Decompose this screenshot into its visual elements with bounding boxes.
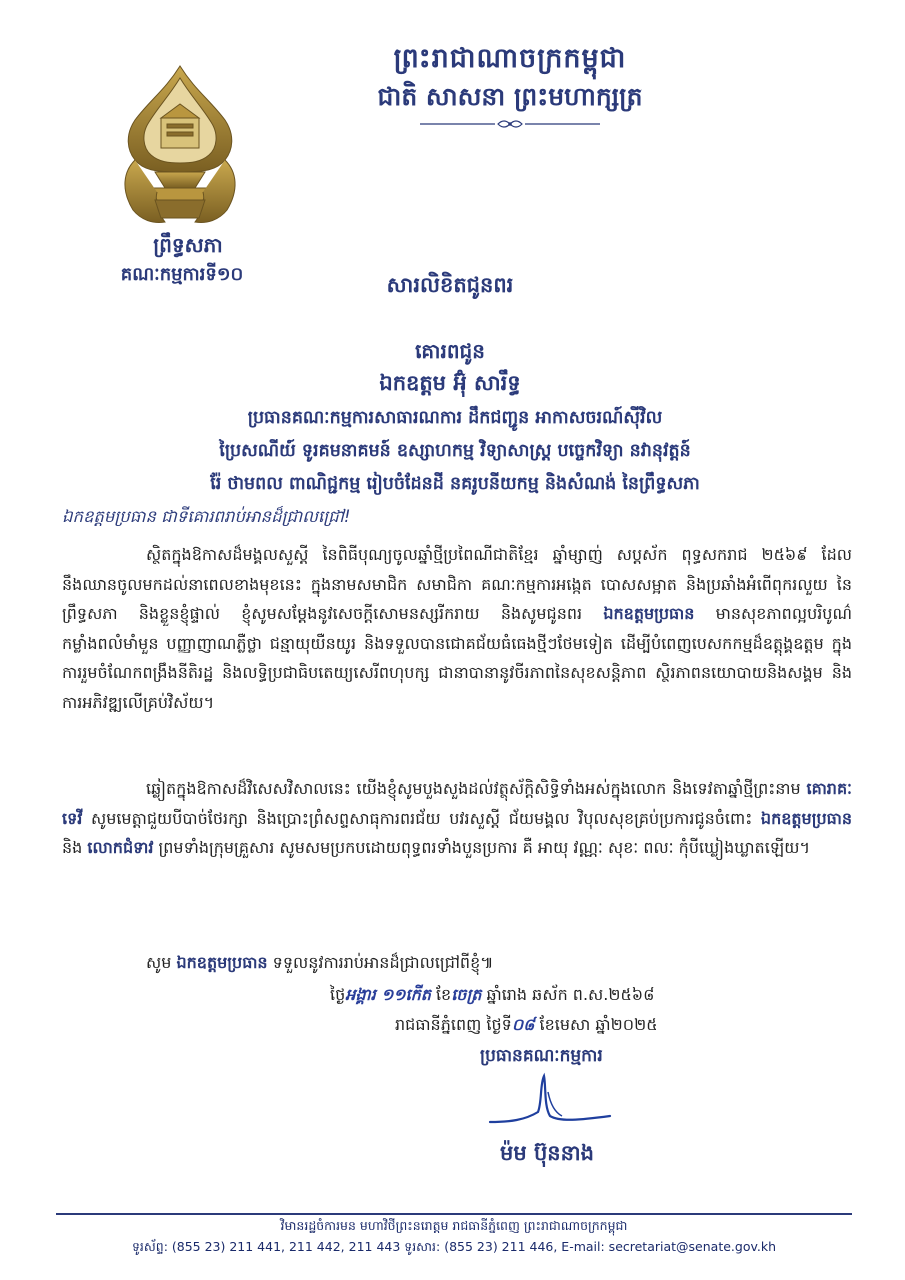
recipient-role-line: រ៉ែ ថាមពល ពាណិជ្ជកម្ម រៀបចំដែនដី នគរូបនីយកម្ម និងសំណង់ នៃព្រឹទ្ធសភា	[210, 474, 700, 494]
solar-date	[395, 1014, 855, 1038]
body-paragraph-1	[62, 540, 852, 717]
signer-name: ម៉ម ប៊ុននាង	[500, 1141, 594, 1165]
recipient-role-line: ប្រធានគណៈកម្មការសាធារណការ ដឹកជញ្ជូន អាកាសចរណ៍ស៊ីវិល	[247, 408, 663, 428]
text-run: ខែមេសា ឆ្នាំ២០២៥	[534, 1015, 658, 1034]
lunar-date	[330, 984, 850, 1008]
kingdom-heading: ព្រះរាជាណាចក្រកម្ពុជា	[393, 43, 627, 74]
text-run: មានសុខភាពល្អបរិបូណ៌ កម្លាំងពលំមាំមួន បញ្ញាញាណភ្លឺថ្លា ជន្មាយុយឺនយូរ និងទទួលបានជោគជ័យធំធេងថ្មីៗថែមទៀត ដើម្បីបំពេញបេសកកម្មដ៏ឧត្តុង្គឧត្តម ក្នុងការរួមចំណែកពង្រឹងនីតិរដ្ឋ និងលទ្ធិប្រជាធិបតេយ្យសេរីពហុបក្ស ជានាបានានូវចីរភាពនៃសុខសន្តិភាព ស្ថិរភាពនយោបាយនិងសង្គម និងការអភិវឌ្ឍលើគ្រប់វិស័យ។	[62, 604, 852, 712]
recipient-role-line: ប្រៃសណីយ៍ ទូរគមនាគមន៍ ឧស្សាហកម្ម វិទ្យាសាស្ត្រ បច្ចេកវិទ្យា នវានុវត្តន៍	[219, 441, 691, 461]
recipient-to-label: គោរពជូន	[415, 339, 485, 363]
text-run-bold: លោកជំទាវ	[87, 838, 154, 857]
text-run-bold: ឯកឧត្តមប្រធាន	[176, 953, 268, 972]
text-run: សូមមេត្តាជួយបីបាច់ថែរក្សា និងប្រោះព្រំសព្ទសាធុការពរជ័យ បវរសួស្តី ជ័យមង្គល វិបុលសុខគ្រប់ប្រការជូនចំពោះ	[82, 808, 761, 828]
handwritten-text: ០៨	[511, 1015, 535, 1034]
recipient-name: ឯកឧត្តម អ៊ុំ សារឹទ្ធ	[379, 371, 521, 395]
footer-divider	[56, 1213, 852, 1215]
handwritten-text: ចេត្រ	[451, 985, 482, 1004]
ornament-divider-icon	[410, 117, 610, 131]
text-run-bold: ឯកឧត្តមប្រធាន	[760, 808, 852, 828]
senate-emblem-icon	[95, 60, 265, 230]
sender-institution: ព្រឹទ្ធសភា	[153, 233, 223, 257]
footer-address: វិមានរដ្ឋចំការមន មហាវិថីព្រះនរោត្តម រាជធានីភ្នំពេញ ព្រះរាជាណាចក្រកម្ពុជា	[280, 1218, 628, 1233]
recipient-role	[95, 402, 815, 501]
text-run: សូម	[146, 953, 177, 972]
text-run: ឆ្លៀតក្នុងឱកាសដ៏វិសេសវិសាលនេះ យើងខ្ញុំសូមបួងសួងដល់វត្ថុស័ក្តិសិទ្ធិទាំងអស់ក្នុងលោក និងទេវតាឆ្នាំថ្មីព្រះនាម	[146, 779, 807, 798]
national-motto: ជាតិ សាសនា ព្រះមហាក្សត្រ	[377, 82, 643, 111]
text-run: និង	[62, 838, 88, 857]
text-run-bold: ឯកឧត្តមប្រធាន	[603, 604, 695, 623]
text-run: ថ្ងៃ	[330, 985, 346, 1004]
text-run: ព្រមទាំងក្រុមគ្រួសារ សូមសមប្រកបដោយពុទ្ធពរទាំងបួនប្រការ គឺ អាយុ វណ្ណៈ សុខៈ ពលៈ កុំបីឃ្លៀងឃ្លាតឡើយ។	[153, 838, 811, 857]
salutation: ឯកឧត្តមប្រធាន ជាទីគោរពរាប់អានដ៏ជ្រាលជ្រៅ!	[62, 507, 351, 526]
body-paragraph-2	[62, 774, 852, 863]
footer-contact: ទូរស័ព្ទ: (855 23) 211 441, 211 442, 211 443 ទូរសារ: (855 23) 211 446, E-mail: secretariat@senate.gov.kh	[131, 1239, 777, 1254]
text-run: ស្ថិតក្នុងឱកាសដ៏មង្គលសួស្តី នៃពិធីបុណ្យចូលឆ្នាំថ្មីប្រពៃណីជាតិខ្មែរ ឆ្នាំម្សាញ់ សប្តស័ក ពុទ្ធសករាជ ២៥៦៩ ដែលនឹងឈានចូលមកដល់នាពេលខាងមុខនេះ ក្នុងនាមសមាជិក សមាជិកា គណៈកម្មការអង្កេត បោសសម្អាត និងប្រឆាំងអំពើពុករលួយ នៃព្រឹទ្ធសភា និងខ្លួនខ្ញុំផ្ទាល់ ខ្ញុំសូមសម្តែងនូវសេចក្តីសោមនស្សរីករាយ និងសូមជូនពរ	[62, 545, 852, 623]
text-run: រាជធានីភ្នំពេញ ថ្ងៃទី	[395, 1015, 512, 1034]
signer-title: ប្រធានគណៈកម្មការ	[480, 1046, 603, 1066]
text-run: ខែ	[430, 985, 452, 1004]
text-run: ឆ្នាំរោង ឆស័ក ព.ស.២៥៦៨	[481, 985, 655, 1004]
handwritten-text: អង្គារ ១១កើត	[345, 985, 431, 1004]
signature-icon	[470, 1072, 620, 1134]
text-run-bold: គោរាគៈទេវី	[62, 779, 852, 828]
body-paragraph-3	[62, 948, 852, 978]
document-title: សារលិខិតជូនពរ	[386, 273, 514, 297]
sender-commission: គណៈកម្មការទី១០	[120, 264, 244, 285]
text-run: ទទួលនូវការរាប់អានដ៏ជ្រាលជ្រៅពីខ្ញុំ៕	[267, 953, 494, 972]
